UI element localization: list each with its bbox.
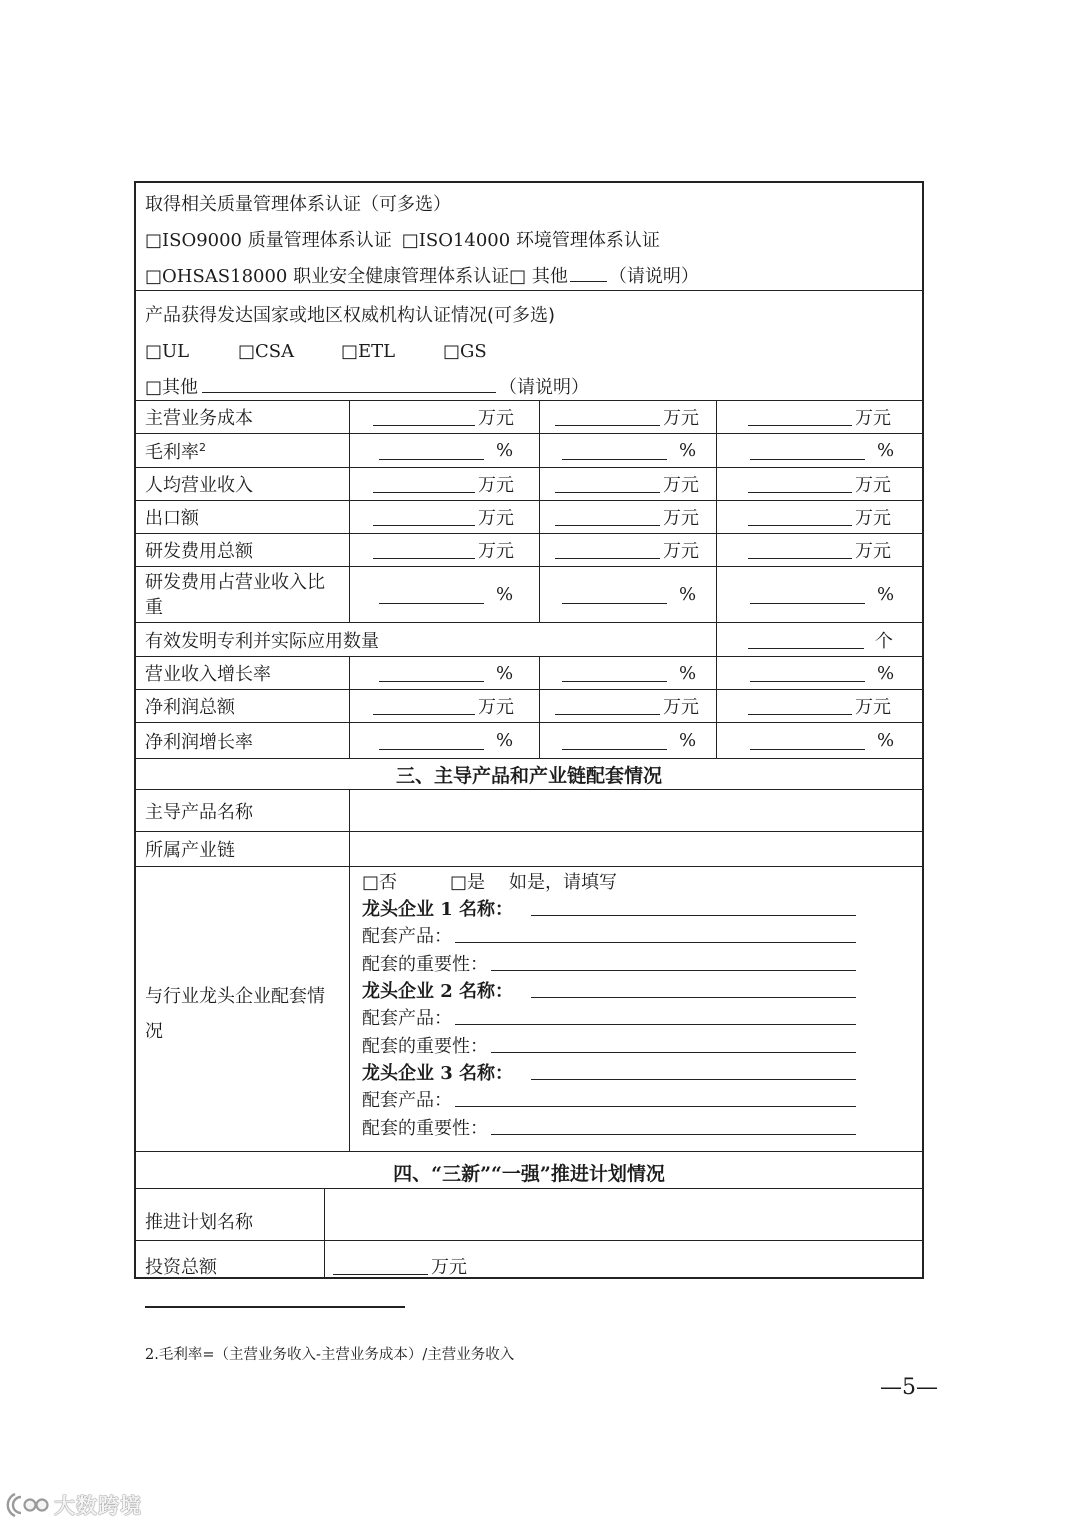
checkbox-iso14000[interactable]: □ISO14000 环境管理体系认证 (401, 230, 660, 251)
label-cell (134, 468, 349, 500)
label-cell (134, 723, 349, 758)
checkbox-gs[interactable]: □GS (443, 341, 487, 362)
other-cert-input[interactable] (570, 267, 607, 282)
leader-company-1-name-row (362, 894, 856, 921)
value-cell-col-2 (539, 723, 716, 758)
leader-company-1-importance-row (362, 949, 856, 976)
checkbox-no[interactable]: □否 (362, 871, 398, 893)
leader-company-2-name-row (362, 976, 856, 1003)
unit-label: % (679, 730, 697, 751)
unit-label: 万元 (663, 475, 699, 496)
table-row-rd-expense-ratio (134, 566, 924, 622)
checkbox-other-cert[interactable]: □ 其他 (509, 266, 568, 287)
value-cell-col-1 (349, 401, 539, 433)
product-cert-section (134, 290, 924, 400)
unit-label: % (496, 730, 514, 751)
brand-logo-icon (6, 1491, 50, 1519)
metric-label: 主营业务成本 (145, 408, 253, 429)
leading-product-name-input[interactable] (349, 790, 924, 831)
unit-label: 万元 (478, 697, 514, 718)
section-4-header-row (134, 1151, 924, 1188)
value-cell-col-2 (539, 534, 716, 566)
page-number: —5— (880, 1375, 938, 1400)
value-cell-col-1 (349, 690, 539, 722)
metric-label: 有效发明专利并实际应用数量 (145, 630, 379, 652)
watermark (6, 1490, 142, 1520)
value-input[interactable] (748, 541, 852, 559)
table-row-net-profit-total (134, 689, 924, 722)
section-3-header-row (134, 758, 924, 789)
investment-input[interactable] (333, 1257, 428, 1275)
unit-label: % (496, 584, 514, 605)
value-input[interactable] (748, 508, 852, 526)
unit-label: % (877, 440, 895, 461)
label-cell (134, 790, 349, 831)
table-row-export-value (134, 500, 924, 533)
metric-label: 净利润增长率 (145, 731, 253, 753)
table-row-rd-expense-total (134, 533, 924, 566)
metric-label: 研发费用总额 (145, 541, 253, 562)
unit-label: % (679, 584, 697, 605)
plan-name-label: 推进计划名称 (145, 1211, 253, 1233)
checkbox-etl[interactable]: □ETL (341, 341, 396, 362)
table-row-patents-applied (134, 622, 924, 656)
metric-label: 毛利率 (145, 441, 199, 463)
leader-company-3-product-row (362, 1086, 856, 1113)
industry-chain-label: 所属产业链 (145, 840, 235, 861)
unit-label: 万元 (431, 1257, 467, 1278)
label-cell (134, 401, 349, 433)
quality-cert-cell (134, 181, 924, 290)
value-input[interactable] (555, 408, 660, 426)
unit-label: 万元 (855, 508, 891, 529)
leader-company-2-product-input[interactable] (455, 1009, 856, 1025)
leader-company-name-label: 龙头企业 1 名称： (362, 898, 514, 920)
label-cell (134, 434, 349, 467)
unit-label: % (679, 440, 697, 461)
value-cell-count (716, 623, 924, 656)
leader-company-1-product-row (362, 922, 856, 949)
unit-label: 万元 (478, 508, 514, 529)
investment-cell (324, 1241, 924, 1279)
value-input[interactable] (750, 586, 865, 604)
value-input[interactable] (748, 475, 852, 493)
other-product-cert-input[interactable] (202, 378, 496, 393)
matching-importance-label: 配套的重要性： (362, 953, 488, 975)
label-cell (134, 567, 349, 622)
matching-yes-no-row (362, 867, 856, 894)
product-cert-title: 产品获得发达国家或地区权威机构认证情况(可多选) (145, 305, 556, 326)
metric-label: 营业收入增长率 (145, 664, 271, 685)
value-input[interactable] (373, 408, 475, 426)
label-cell (134, 867, 349, 1151)
product-cert-cell (134, 291, 924, 400)
value-input[interactable] (555, 697, 660, 715)
table-row-gross-margin (134, 433, 924, 467)
unit-label: 万元 (663, 408, 699, 429)
value-cell-col-1 (349, 534, 539, 566)
value-input[interactable] (379, 442, 484, 460)
leader-company-2-product-row (362, 1004, 856, 1031)
leader-company-name-label: 龙头企业 3 名称： (362, 1062, 514, 1084)
checkbox-ohsas18000[interactable]: □OHSAS18000 职业安全健康管理体系认证 (145, 266, 510, 287)
table-row-main-business-cost (134, 400, 924, 433)
value-input[interactable] (750, 732, 865, 750)
product-cert-options-row (145, 334, 924, 370)
quality-cert-options-row-1 (145, 223, 924, 259)
value-cell-col-1 (349, 434, 539, 467)
metric-label: 净利润总额 (145, 697, 235, 718)
other-cert-note: （请说明） (608, 266, 699, 287)
unit-label: 个 (875, 630, 893, 652)
section-4-heading: 四、“三新”“一强”推进计划情况 (393, 1163, 665, 1185)
unit-label: 万元 (663, 541, 699, 562)
label-cell (134, 534, 349, 566)
label-cell (134, 623, 716, 656)
value-input[interactable] (555, 475, 660, 493)
value-input[interactable] (748, 697, 852, 715)
unit-label: % (877, 662, 895, 684)
value-cell-col-1 (349, 567, 539, 622)
value-cell-col-3 (716, 657, 924, 689)
value-cell-col-1 (349, 501, 539, 533)
investment-label: 投资总额 (145, 1257, 217, 1278)
unit-label: % (496, 662, 514, 684)
checkbox-yes[interactable]: □是 (450, 871, 486, 893)
unit-label: 万元 (855, 541, 891, 562)
checkbox-other-product-cert[interactable]: □其他 (145, 377, 199, 398)
value-input[interactable] (379, 586, 484, 604)
unit-label: 万元 (663, 697, 699, 718)
value-cell-col-3 (716, 567, 924, 622)
value-input[interactable] (379, 664, 484, 682)
unit-label: % (877, 730, 895, 751)
plan-name-input[interactable] (324, 1189, 924, 1240)
value-cell-col-2 (539, 501, 716, 533)
value-input[interactable] (555, 508, 660, 526)
checkbox-ul[interactable]: □UL (145, 341, 190, 362)
table-row-total-investment (134, 1240, 924, 1279)
label-cell (134, 657, 349, 689)
matching-importance-label: 配套的重要性： (362, 1117, 488, 1139)
leader-matching-detail-cell (349, 867, 924, 1151)
value-cell-col-1 (349, 468, 539, 500)
value-input[interactable] (373, 697, 475, 715)
metric-label: 人均营业收入 (145, 475, 253, 496)
leader-company-3-importance-input[interactable] (491, 1119, 856, 1135)
value-cell-col-2 (539, 401, 716, 433)
leader-company-3-name-row (362, 1058, 856, 1085)
section-3-heading: 三、主导产品和产业链配套情况 (395, 764, 662, 787)
value-cell-col-3 (716, 690, 924, 722)
table-row-plan-name (134, 1188, 924, 1240)
value-cell-col-3 (716, 401, 924, 433)
metric-label: 出口额 (145, 508, 199, 529)
unit-label: % (877, 584, 895, 605)
footnote: 2.毛利率=（主营业务收入-主营业务成本）/主营业务收入 (145, 1347, 515, 1363)
matching-hint: 如是，请填写 (509, 871, 617, 893)
leader-company-2-name-input[interactable] (531, 982, 856, 998)
leader-company-name-label: 龙头企业 2 名称： (362, 980, 514, 1002)
value-input[interactable] (373, 508, 475, 526)
label-cell (134, 690, 349, 722)
value-input[interactable] (562, 664, 667, 682)
value-input[interactable] (562, 442, 667, 460)
leader-company-2-importance-row (362, 1031, 856, 1058)
value-input[interactable] (562, 732, 667, 750)
value-input[interactable] (748, 408, 852, 426)
metric-label: 研发费用占营业收入比重 (145, 571, 325, 618)
metric-label-with-footnote (145, 438, 206, 464)
other-product-cert-note: （请说明） (499, 377, 590, 398)
value-cell-col-2 (539, 657, 716, 689)
table-row-leading-product-name (134, 789, 924, 831)
unit-label: 万元 (478, 475, 514, 496)
matching-product-label: 配套产品： (362, 1008, 452, 1030)
value-cell-col-3 (716, 434, 924, 467)
unit-label: 万元 (478, 541, 514, 562)
value-cell-col-2 (539, 434, 716, 467)
value-input[interactable] (373, 475, 475, 493)
value-cell-col-3 (716, 468, 924, 500)
leader-company-3-name-input[interactable] (531, 1064, 856, 1080)
leader-company-1-importance-input[interactable] (491, 955, 856, 971)
leading-product-name-label: 主导产品名称 (145, 801, 253, 823)
unit-label: % (679, 662, 697, 684)
quality-cert-section (134, 181, 924, 290)
watermark-text: 大数跨境 (54, 1494, 142, 1518)
matching-product-label: 配套产品： (362, 926, 452, 948)
quality-cert-title: 取得相关质量管理体系认证（可多选） (145, 194, 451, 215)
unit-label: 万元 (855, 475, 891, 496)
leader-company-1-name-input[interactable] (531, 900, 856, 916)
leader-company-3-product-input[interactable] (455, 1091, 856, 1107)
table-row-leader-matching (134, 866, 924, 1151)
value-input[interactable] (379, 732, 484, 750)
value-input[interactable] (562, 586, 667, 604)
unit-label: 万元 (663, 508, 699, 529)
footnote-separator (145, 1306, 405, 1308)
value-input[interactable] (748, 631, 864, 649)
application-form-table (134, 181, 924, 1279)
unit-label: 万元 (478, 408, 514, 429)
label-cell (134, 1189, 324, 1240)
value-cell-col-3 (716, 723, 924, 758)
leader-company-1-product-input[interactable] (455, 927, 856, 943)
matching-importance-label: 配套的重要性： (362, 1035, 488, 1057)
label-cell (134, 1241, 324, 1279)
label-cell (134, 832, 349, 866)
value-input[interactable] (750, 442, 865, 460)
value-cell-col-3 (716, 501, 924, 533)
leader-company-3-importance-row (362, 1113, 856, 1140)
value-cell-col-1 (349, 657, 539, 689)
matching-product-label: 配套产品： (362, 1090, 452, 1112)
leader-matching-label: 与行业龙头企业配套情况 (145, 986, 325, 1042)
unit-label: 万元 (855, 408, 891, 429)
footnote-ref: 2 (199, 440, 206, 454)
table-row-industry-chain (134, 831, 924, 866)
unit-label: % (496, 440, 514, 461)
value-cell-col-2 (539, 468, 716, 500)
table-row-revenue-per-capita (134, 467, 924, 500)
leader-company-2-importance-input[interactable] (491, 1037, 856, 1053)
value-cell-col-1 (349, 723, 539, 758)
value-input[interactable] (373, 541, 475, 559)
unit-label: 万元 (855, 697, 891, 718)
value-input[interactable] (555, 541, 660, 559)
value-input[interactable] (750, 664, 865, 682)
industry-chain-input[interactable] (349, 832, 924, 866)
label-cell (134, 501, 349, 533)
table-row-revenue-growth (134, 656, 924, 689)
value-cell-col-2 (539, 567, 716, 622)
table-row-net-profit-growth (134, 722, 924, 758)
checkbox-iso9000[interactable]: □ISO9000 质量管理体系认证 (145, 230, 392, 251)
value-cell-col-2 (539, 690, 716, 722)
checkbox-csa[interactable]: □CSA (238, 341, 295, 362)
value-cell-col-3 (716, 534, 924, 566)
